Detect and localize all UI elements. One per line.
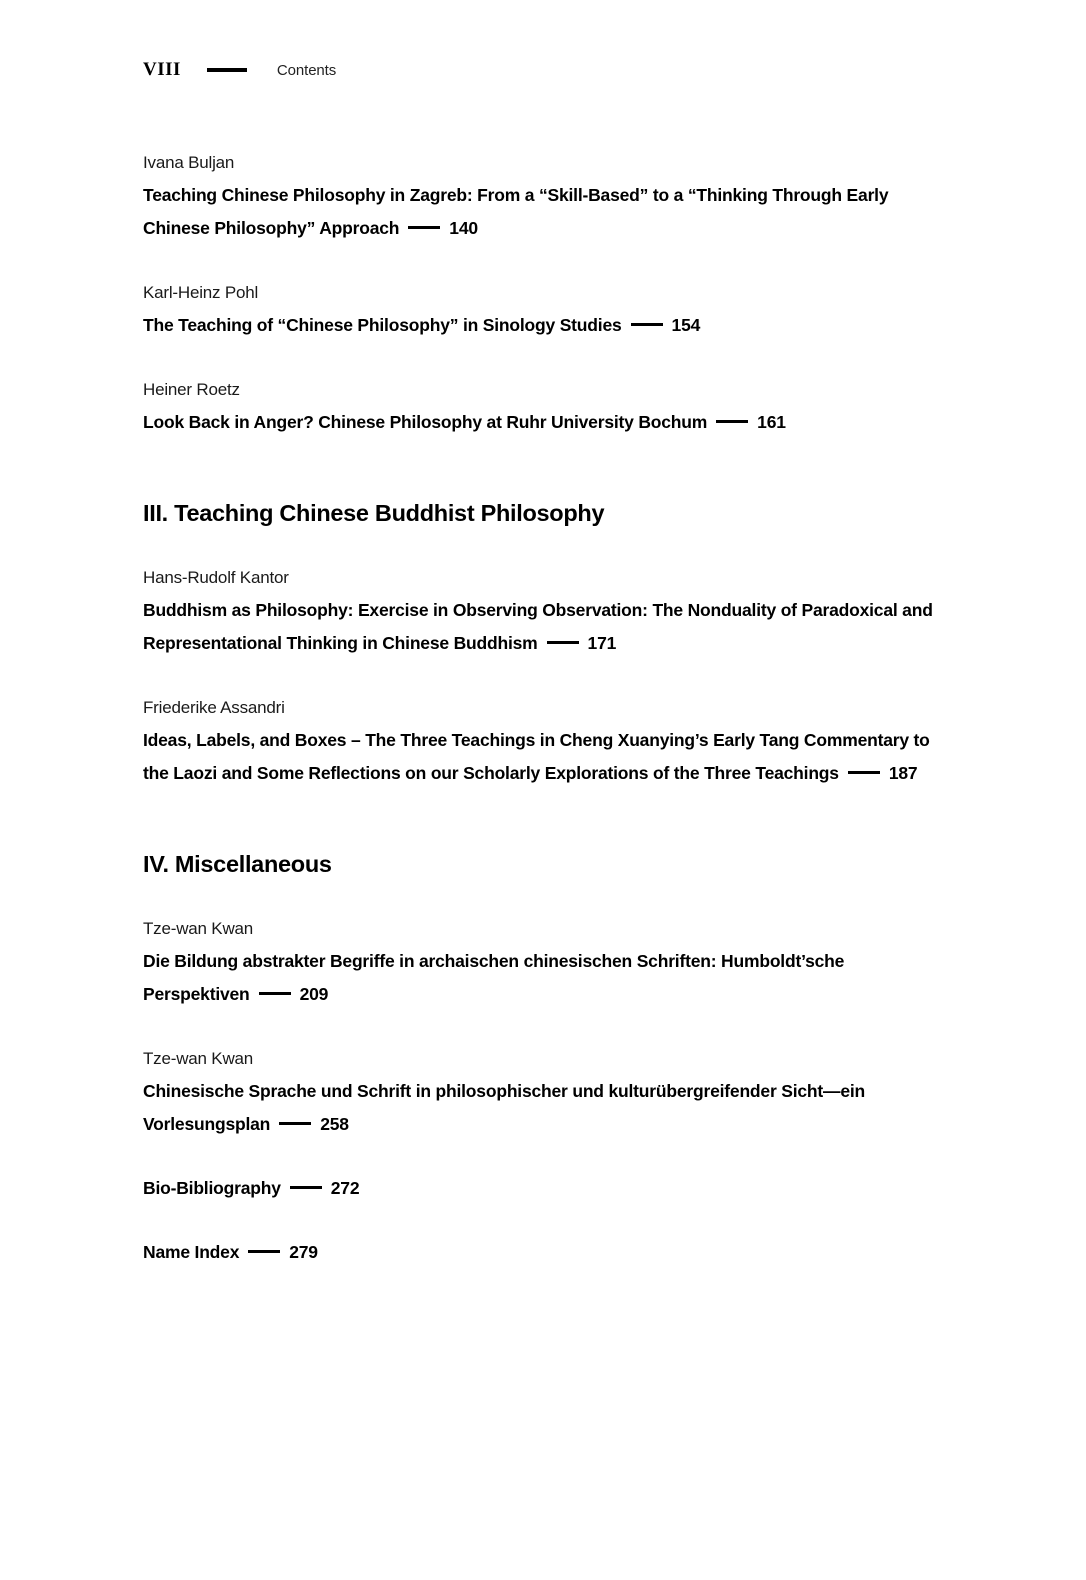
entry-title: Ideas, Labels, and Boxes – The Three Teachings in Cheng Xuanying’s Early Tang Commentary to the Laozi and Some Reflections on our Scholarly Explorations of the Three Teachings bbox=[143, 730, 930, 783]
entry-page-number: 140 bbox=[449, 218, 478, 238]
toc-entry bbox=[143, 146, 955, 245]
toc-entry bbox=[143, 1172, 955, 1205]
page-leader-dash bbox=[259, 992, 291, 995]
page-leader-dash bbox=[408, 226, 440, 229]
entry-author: Tze-wan Kwan bbox=[143, 1049, 254, 1068]
entry-title-block bbox=[143, 1075, 955, 1141]
page-leader-dash bbox=[848, 771, 880, 774]
toc-entry bbox=[143, 691, 955, 790]
entry-title: Look Back in Anger? Chinese Philosophy at Ruhr University Bochum bbox=[143, 412, 708, 432]
entry-page-number: 272 bbox=[330, 1178, 360, 1198]
entry-author: Hans-Rudolf Kantor bbox=[143, 568, 289, 587]
entry-page-number: 154 bbox=[671, 315, 701, 335]
toc-entry bbox=[143, 561, 955, 660]
entry-title: Name Index bbox=[143, 1242, 240, 1262]
entry-title-block bbox=[143, 1172, 955, 1205]
folio-page-number: VIII bbox=[143, 59, 181, 80]
entry-title: Buddhism as Philosophy: Exercise in Observing Observation: The Nonduality of Paradoxical and Representational Thinking in Chinese Buddhism bbox=[143, 600, 933, 653]
entry-page-number: 187 bbox=[888, 763, 918, 783]
entry-author: Tze-wan Kwan bbox=[143, 919, 254, 938]
entry-page-number: 209 bbox=[299, 984, 329, 1004]
table-of-contents bbox=[143, 146, 955, 1269]
page-leader-dash bbox=[631, 323, 663, 326]
entry-author: Ivana Buljan bbox=[143, 153, 235, 172]
entry-title-block bbox=[143, 1236, 955, 1269]
entry-title: The Teaching of “Chinese Philosophy” in Sinology Studies bbox=[143, 315, 622, 335]
page-leader-dash bbox=[716, 420, 748, 423]
entry-author: Heiner Roetz bbox=[143, 380, 240, 399]
toc-entry bbox=[143, 1042, 955, 1141]
page-leader-dash bbox=[279, 1122, 311, 1125]
toc-entry bbox=[143, 373, 955, 439]
toc-entry bbox=[143, 912, 955, 1011]
entry-title-block bbox=[143, 724, 955, 790]
section-heading: III. Teaching Chinese Buddhist Philosophy bbox=[143, 500, 605, 526]
header-rule bbox=[207, 68, 247, 72]
entry-title: Chinesische Sprache und Schrift in philosophischer und kulturübergreifender Sicht—ein Vorlesungsplan bbox=[143, 1081, 865, 1134]
toc-entry bbox=[143, 1236, 955, 1269]
entry-title-block bbox=[143, 594, 955, 660]
entry-page-number: 171 bbox=[587, 633, 617, 653]
entry-title-block bbox=[143, 406, 955, 439]
entry-title: Bio-Bibliography bbox=[143, 1178, 281, 1198]
entry-title-block bbox=[143, 945, 955, 1011]
page-leader-dash bbox=[547, 641, 579, 644]
entry-title: Teaching Chinese Philosophy in Zagreb: From a “Skill-Based” to a “Thinking Through Early Chinese Philosophy” Approach bbox=[143, 185, 889, 238]
entry-title-block bbox=[143, 179, 955, 245]
entry-title: Die Bildung abstrakter Begriffe in archaischen chinesischen Schriften: Humboldt’sche Perspektiven bbox=[143, 951, 845, 1004]
entry-author: Karl-Heinz Pohl bbox=[143, 283, 259, 302]
page-leader-dash bbox=[290, 1186, 322, 1189]
entry-author: Friederike Assandri bbox=[143, 698, 285, 717]
entry-title-block bbox=[143, 309, 955, 342]
entry-page-number: 258 bbox=[320, 1114, 349, 1134]
page-leader-dash bbox=[248, 1250, 280, 1253]
entry-page-number: 161 bbox=[757, 412, 786, 432]
running-header bbox=[143, 58, 956, 82]
running-title: Contents bbox=[276, 61, 337, 79]
entry-page-number: 279 bbox=[289, 1242, 318, 1262]
toc-entry bbox=[143, 276, 955, 342]
section-heading: IV. Miscellaneous bbox=[143, 851, 332, 877]
